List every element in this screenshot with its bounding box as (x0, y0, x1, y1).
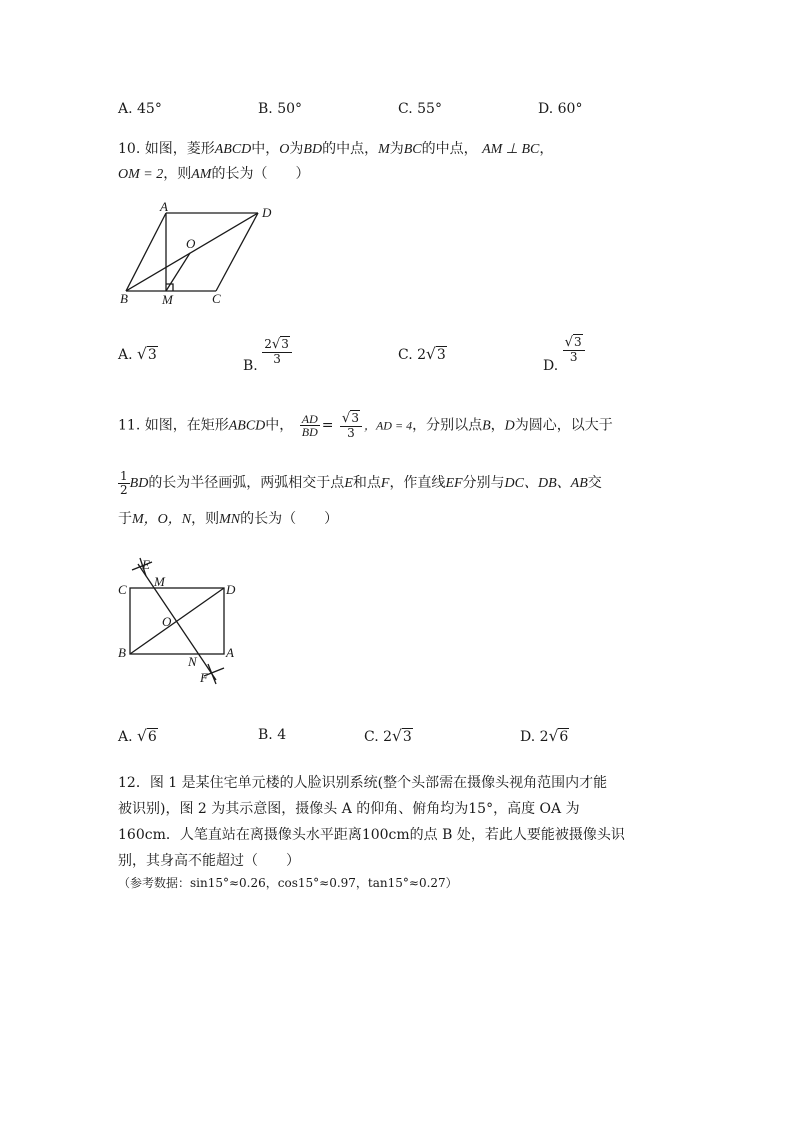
q10-option-c[interactable]: C. 2√3 (398, 345, 446, 363)
sqrt: √3 (392, 727, 412, 745)
q10-option-a[interactable]: A. √3 (118, 345, 157, 363)
label-o: O (162, 614, 172, 629)
label-m: M (162, 292, 173, 307)
segment-om (166, 253, 190, 291)
q11-option-d[interactable]: D. 2√6 (520, 727, 569, 745)
q11-option-b[interactable]: B. 4 (258, 727, 287, 743)
label-c: C (118, 582, 127, 597)
label-o: O (186, 236, 196, 251)
q10-option-d[interactable]: D. $\frac{√3}{3}$ (543, 336, 585, 363)
sqrt: √6 (548, 727, 569, 745)
q12-line-4: 别，其身高不能超过（ ） (118, 853, 300, 869)
q11-rectangle-figure (112, 556, 252, 691)
fraction: $\frac{√3}{3}$ (563, 336, 585, 363)
q9-option-c[interactable]: C. 55° (398, 101, 442, 117)
q9-option-d[interactable]: D. 60° (538, 101, 583, 117)
fraction-ad-bd: $\frac{AD}{BD}$ (301, 411, 318, 440)
label-n: N (188, 654, 197, 669)
sqrt: √3 (426, 345, 446, 363)
fraction: $\frac{2√3}{3}$ (262, 338, 292, 365)
label-e: E (142, 557, 150, 572)
sqrt: √3 (137, 345, 157, 363)
label-a: A (160, 199, 168, 214)
fraction-half: $\frac{1}{2}$ (120, 469, 128, 497)
q10-line-2: OM = 2，则AM的长为（ ） (118, 166, 310, 182)
label-d: D (262, 205, 272, 220)
line-ef (138, 564, 216, 680)
q12-line-2: 被识别)，图 2 为其示意图，摄像头 A 的仰角、俯角均为15°，高度 OA 为 (118, 801, 580, 817)
q11-option-a[interactable]: A. √6 (118, 727, 157, 745)
label-m: M (154, 574, 165, 589)
q11-option-c[interactable]: C. 2√3 (364, 727, 412, 745)
q9-option-b[interactable]: B. 50° (258, 101, 303, 117)
q11-line-3: 于M，O，N，则MN的长为（ ） (118, 511, 339, 527)
label-b: B (120, 291, 128, 306)
q10-option-b[interactable]: B. $\frac{2√3}{3}$ (243, 338, 292, 365)
label-d: D (226, 582, 236, 597)
q10-line-1: 10. 如图，菱形ABCD中，O为BD的中点，M为BC的中点， AM ⊥ BC， (118, 141, 554, 157)
q10-rhombus-figure (110, 198, 310, 313)
q12-line-1: 12．图 1 是某住宅单元楼的人脸识别系统(整个头部需在摄像头视角范围内才能 (118, 775, 608, 791)
sqrt: √6 (137, 727, 157, 745)
label-c: C (212, 291, 221, 306)
label-a: A (226, 645, 234, 660)
label-b: B (118, 645, 126, 660)
q12-line-3: 160cm．人笔直站在离摄像头水平距离100cm的点 B 处，若此人要能被摄像头识 (118, 827, 625, 843)
q9-option-a[interactable]: A. 45° (118, 101, 162, 117)
label-f: F (200, 670, 208, 685)
q11-line-2: $\frac{1}{2}$ BD的长为半径画弧，两弧相交于点E和点F，作直线EF分别与DC、DB、AB交 (120, 469, 602, 497)
q11-line-1: 11. 如图，在矩形ABCD中， $\frac{AD}{BD}$ = $\frac{√3}{3}$ ，AD = 4，分别以点B，D为圆心，以大于 (118, 411, 613, 440)
q12-reference-data: （参考数据：sin15°≈0.26，cos15°≈0.97，tan15°≈0.27） (118, 876, 458, 890)
fraction-sqrt3-3: $\frac{√3}{3}$ (340, 412, 362, 439)
